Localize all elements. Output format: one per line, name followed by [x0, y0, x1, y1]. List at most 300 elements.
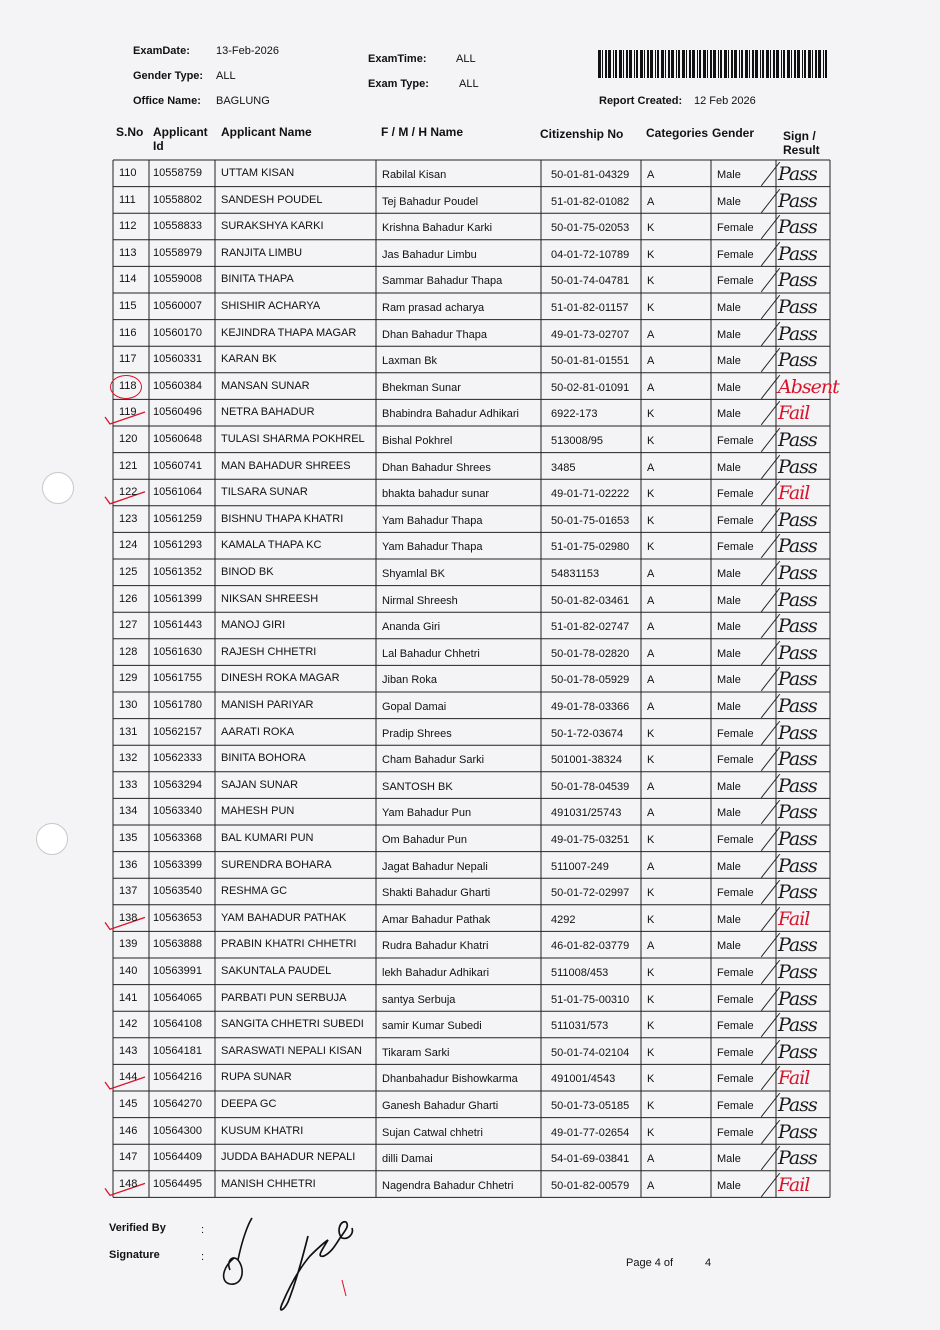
row-citizenship: 491001/4543 [551, 1073, 616, 1086]
row-sno: 136 [119, 858, 138, 871]
row-result: Pass [778, 695, 817, 717]
row-result: Pass [778, 721, 817, 744]
row-gender: Male [717, 1153, 741, 1166]
report-created-label: Report Created: [599, 95, 683, 107]
row-category: K [647, 488, 655, 501]
row-gender: Male [717, 594, 741, 607]
row-citizenship: 51-01-82-01082 [551, 195, 630, 208]
row-sno: 120 [119, 433, 138, 445]
row-category: K [647, 514, 655, 527]
row-category: K [647, 408, 655, 421]
row-gender: Female [717, 993, 754, 1006]
row-sno: 134 [119, 805, 138, 818]
row-result: Pass [778, 1147, 817, 1170]
row-applicant-id: 10560170 [153, 326, 202, 339]
row-category: A [647, 169, 655, 181]
row-result: Pass [778, 455, 817, 478]
row-category: K [647, 1100, 655, 1112]
row-sno: 112 [119, 220, 137, 233]
row-category: K [647, 967, 655, 979]
row-result: Pass [778, 242, 817, 265]
row-fmh-name: Shyamlal BK [382, 568, 445, 580]
row-applicant-name: KUSUM KHATRI [221, 1124, 304, 1137]
row-applicant-id: 10564065 [153, 991, 202, 1004]
row-result: Pass [778, 934, 817, 957]
row-applicant-name: BINITA THAPA [221, 273, 294, 286]
row-citizenship: 50-01-82-00579 [551, 1179, 630, 1192]
row-applicant-name: UTTAM KISAN [221, 167, 295, 179]
row-result: Pass [778, 961, 817, 983]
row-citizenship: 6922-173 [551, 408, 598, 421]
row-citizenship: 49-01-78-03366 [551, 701, 630, 713]
signature-label: Signature [109, 1249, 160, 1261]
row-applicant-id: 10563340 [153, 805, 202, 818]
row-applicant-id: 10564495 [153, 1177, 202, 1190]
row-sno: 128 [119, 645, 138, 658]
row-gender: Male [717, 461, 741, 474]
row-category: A [647, 195, 655, 208]
row-category: K [647, 1126, 655, 1139]
row-result: Pass [778, 1040, 817, 1063]
row-gender: Female [717, 727, 754, 740]
row-applicant-name: RUPA SUNAR [221, 1071, 292, 1084]
row-sno: 118 [119, 379, 137, 392]
row-category: K [647, 222, 655, 235]
row-citizenship: 50-02-81-01091 [551, 381, 630, 394]
row-sno: 115 [119, 300, 137, 312]
row-applicant-name: AARATI ROKA [221, 725, 295, 738]
row-applicant-id: 10559008 [153, 273, 202, 286]
row-applicant-id: 10560384 [153, 379, 202, 392]
row-fmh-name: Pradip Shrees [382, 727, 452, 740]
row-applicant-name: JUDDA BAHADUR NEPALI [221, 1151, 356, 1164]
row-applicant-name: KEJINDRA THAPA MAGAR [221, 326, 357, 339]
verified-by-label: Verified By [109, 1222, 166, 1234]
row-fmh-name: Yam Bahadur Thapa [382, 514, 483, 527]
row-sno: 124 [119, 539, 138, 552]
row-sno: 141 [119, 991, 138, 1004]
row-sno: 132 [119, 752, 138, 765]
row-applicant-name: MAHESH PUN [221, 805, 295, 818]
row-applicant-name: RAJESH CHHETRI [221, 645, 317, 658]
row-category: K [647, 1020, 655, 1033]
row-citizenship: 511007-249 [551, 860, 609, 873]
row-applicant-name: DINESH ROKA MAGAR [221, 672, 340, 685]
row-fmh-name: Jagat Bahadur Nepali [382, 860, 488, 873]
row-category: K [647, 275, 655, 288]
row-result: Pass [778, 801, 817, 824]
row-applicant-id: 10564108 [153, 1018, 202, 1031]
row-fmh-name: Yam Bahadur Thapa [382, 541, 483, 554]
row-category: A [647, 1153, 655, 1166]
row-citizenship: 04-01-72-10789 [551, 248, 630, 261]
exam-type-value: ALL [459, 78, 479, 90]
row-applicant-id: 10560496 [153, 406, 202, 419]
row-fmh-name: Laxman Bk [382, 355, 438, 368]
row-result: Pass [778, 562, 817, 584]
row-applicant-id: 10561780 [153, 699, 202, 711]
row-citizenship: 4292 [551, 913, 576, 926]
row-citizenship: 513008/95 [551, 435, 603, 447]
row-applicant-name: TILSARA SUNAR [221, 486, 308, 499]
row-citizenship: 50-01-74-04781 [551, 275, 630, 288]
row-sno: 147 [119, 1151, 138, 1164]
row-applicant-id: 10558979 [153, 246, 202, 259]
row-gender: Male [717, 195, 741, 208]
row-gender: Male [717, 621, 741, 634]
row-applicant-name: MAN BAHADUR SHREES [221, 459, 351, 472]
row-gender: Male [717, 647, 741, 660]
row-fmh-name: Dhan Bahadur Thapa [382, 328, 487, 341]
exam-date-label: ExamDate: [133, 45, 190, 57]
row-fmh-name: Rudra Bahadur Khatri [382, 940, 489, 953]
row-applicant-name: PRABIN KHATRI CHHETRI [221, 938, 357, 951]
row-citizenship: 51-01-75-00310 [551, 993, 630, 1006]
row-result: Pass [778, 774, 817, 797]
row-gender: Male [717, 381, 741, 394]
row-result: Fail [778, 907, 810, 930]
row-citizenship: 50-01-75-02053 [551, 222, 630, 235]
row-applicant-id: 10561352 [153, 566, 202, 578]
row-fmh-name: samir Kumar Subedi [382, 1020, 482, 1033]
row-gender: Male [717, 1179, 741, 1192]
col-header-fmh-name: F / M / H Name [381, 125, 464, 139]
row-result: Fail [778, 402, 810, 425]
row-applicant-name: SARASWATI NEPALI KISAN [221, 1044, 362, 1057]
row-fmh-name: Nagendra Bahadur Chhetri [382, 1179, 514, 1192]
row-category: A [647, 701, 655, 713]
row-citizenship: 50-01-72-02997 [551, 887, 630, 900]
row-citizenship: 49-01-75-03251 [551, 834, 630, 846]
row-fmh-name: Tikaram Sarki [382, 1046, 450, 1059]
row-fmh-name: Jas Bahadur Limbu [382, 248, 477, 261]
row-category: K [647, 754, 655, 767]
row-gender: Female [717, 887, 754, 900]
row-gender: Male [717, 328, 741, 341]
row-applicant-id: 10560007 [153, 300, 202, 312]
row-gender: Male [717, 674, 741, 687]
row-result: Pass [778, 296, 817, 318]
row-gender: Male [717, 860, 741, 873]
gender-type-label: Gender Type: [133, 70, 204, 82]
row-category: K [647, 913, 655, 926]
row-applicant-id: 10561259 [153, 512, 202, 525]
row-fmh-name: Nirmal Shreesh [382, 594, 458, 607]
row-citizenship: 49-01-73-02707 [551, 328, 630, 341]
row-fmh-name: dilli Damai [382, 1153, 433, 1166]
row-result: Absent [778, 375, 839, 398]
row-category: A [647, 381, 655, 394]
row-applicant-id: 10558833 [153, 220, 202, 233]
row-applicant-name: BINITA BOHORA [221, 752, 306, 765]
row-applicant-name: NIKSAN SHREESH [221, 592, 319, 605]
row-category: A [647, 621, 655, 634]
row-applicant-id: 10563399 [153, 858, 202, 871]
row-category: A [647, 328, 655, 341]
row-fmh-name: Ganesh Bahadur Gharti [382, 1100, 499, 1112]
row-fmh-name: Bhabindra Bahadur Adhikari [382, 408, 519, 421]
row-gender: Male [717, 355, 741, 368]
row-sno: 122 [119, 486, 138, 499]
row-result: Pass [778, 1094, 817, 1116]
row-fmh-name: Bhekman Sunar [382, 381, 461, 394]
row-applicant-id: 10564181 [153, 1044, 202, 1057]
row-applicant-id: 10563540 [153, 885, 202, 898]
row-applicant-id: 10558759 [153, 167, 202, 179]
row-result: Pass [778, 163, 817, 185]
row-gender: Female [717, 514, 754, 527]
row-citizenship: 511008/453 [551, 967, 609, 979]
row-category: A [647, 807, 655, 820]
row-fmh-name: bhakta bahadur sunar [382, 488, 490, 501]
row-sno: 130 [119, 699, 138, 711]
row-citizenship: 501001-38324 [551, 754, 622, 767]
row-result: Pass [778, 508, 817, 531]
row-sno: 145 [119, 1098, 138, 1110]
row-applicant-name: YAM BAHADUR PATHAK [221, 911, 347, 924]
row-sno: 114 [119, 273, 137, 286]
row-applicant-name: SANDESH POUDEL [221, 193, 323, 206]
row-gender: Female [717, 967, 754, 979]
signature-colon: : [201, 1251, 205, 1263]
row-applicant-id: 10564409 [153, 1151, 202, 1164]
row-result: Pass [778, 189, 817, 212]
row-sno: 117 [119, 353, 137, 366]
exam-time-value: ALL [456, 53, 476, 65]
row-sno: 133 [119, 778, 138, 791]
row-gender: Male [717, 408, 741, 421]
row-citizenship: 50-01-78-05929 [551, 674, 630, 687]
row-sno: 140 [119, 965, 138, 977]
row-applicant-name: MANSAN SUNAR [221, 379, 310, 392]
row-sno: 113 [119, 246, 137, 259]
row-fmh-name: Yam Bahadur Pun [382, 807, 472, 820]
row-sno: 139 [119, 938, 138, 951]
row-category: K [647, 727, 655, 740]
row-sno: 119 [119, 406, 137, 419]
row-applicant-name: BAL KUMARI PUN [221, 832, 314, 844]
row-sno: 121 [119, 459, 138, 472]
row-gender: Male [717, 780, 741, 793]
row-category: K [647, 887, 655, 900]
row-citizenship: 511031/573 [551, 1020, 609, 1033]
row-gender: Female [717, 248, 754, 261]
row-gender: Female [717, 435, 754, 447]
row-result: Fail [778, 1067, 810, 1090]
row-applicant-name: SHISHIR ACHARYA [221, 300, 321, 312]
row-category: A [647, 594, 655, 607]
row-applicant-id: 10563991 [153, 965, 202, 977]
row-result: Pass [778, 588, 817, 611]
row-applicant-name: RESHMA GC [221, 885, 288, 898]
row-gender: Female [717, 1046, 754, 1059]
row-applicant-id: 10563294 [153, 778, 202, 791]
row-gender: Female [717, 834, 754, 846]
exam-time-label: ExamTime: [368, 53, 427, 65]
row-result: Pass [778, 881, 817, 904]
row-fmh-name: SANTOSH BK [382, 780, 453, 793]
row-category: A [647, 355, 655, 368]
row-category: A [647, 860, 655, 873]
row-fmh-name: lekh Bahadur Adhikari [382, 967, 490, 979]
row-fmh-name: Jiban Roka [382, 674, 438, 687]
exam-date-value: 13-Feb-2026 [216, 45, 279, 57]
row-gender: Female [717, 541, 754, 554]
row-gender: Female [717, 488, 754, 501]
row-citizenship: 3485 [551, 461, 576, 474]
row-gender: Female [717, 1126, 754, 1139]
row-fmh-name: Rabilal Kisan [382, 169, 447, 181]
row-fmh-name: Bishal Pokhrel [382, 435, 453, 447]
row-category: K [647, 1046, 655, 1059]
row-sno: 137 [119, 885, 138, 898]
row-result: Pass [778, 1120, 817, 1143]
row-sno: 146 [119, 1124, 138, 1137]
row-applicant-name: MANISH PARIYAR [221, 699, 314, 711]
row-applicant-id: 10562157 [153, 725, 202, 738]
row-category: A [647, 940, 655, 953]
row-category: K [647, 248, 655, 261]
row-result: Pass [778, 429, 817, 451]
row-applicant-id: 10561755 [153, 672, 202, 685]
exam-type-label: Exam Type: [368, 78, 429, 90]
handwritten-signature [212, 1210, 372, 1320]
row-citizenship: 51-01-82-02747 [551, 621, 630, 634]
row-result: Fail [778, 1173, 810, 1196]
row-citizenship: 54-01-69-03841 [551, 1153, 630, 1166]
row-sno: 131 [119, 725, 138, 738]
row-applicant-id: 10561064 [153, 486, 202, 499]
row-sno: 135 [119, 832, 138, 844]
row-category: K [647, 834, 655, 846]
row-result: Pass [778, 641, 817, 664]
verified-by-colon: : [201, 1224, 205, 1236]
col-header-sign-result: Sign / Result [783, 129, 820, 157]
row-applicant-name: BINOD BK [221, 566, 274, 578]
row-gender: Male [717, 913, 741, 926]
row-sno: 110 [119, 167, 137, 179]
row-category: K [647, 993, 655, 1006]
row-category: A [647, 1179, 655, 1192]
row-sno: 127 [119, 619, 138, 632]
row-sno: 125 [119, 566, 138, 578]
row-category: K [647, 435, 655, 447]
row-gender: Female [717, 754, 754, 767]
row-fmh-name: Tej Bahadur Poudel [382, 195, 479, 208]
row-fmh-name: Sammar Bahadur Thapa [382, 275, 503, 288]
row-applicant-id: 10561293 [153, 539, 202, 552]
row-gender: Female [717, 1073, 754, 1086]
row-category: K [647, 1073, 655, 1086]
row-applicant-name: MANOJ GIRI [221, 619, 286, 632]
row-sno: 116 [119, 326, 137, 339]
row-citizenship: 50-01-81-01551 [551, 355, 630, 368]
row-gender: Female [717, 222, 754, 235]
row-result: Pass [778, 349, 817, 372]
row-gender: Male [717, 568, 741, 580]
office-name-label: Office Name: [133, 95, 201, 107]
col-header-sno: S.No [116, 125, 144, 139]
row-applicant-name: SANGITA CHHETRI SUBEDI [221, 1018, 364, 1031]
row-citizenship: 50-01-75-01653 [551, 514, 630, 527]
gender-type-value: ALL [216, 70, 236, 82]
row-sno: 123 [119, 512, 138, 525]
row-fmh-name: Krishna Bahadur Karki [382, 222, 493, 235]
row-citizenship: 49-01-77-02654 [551, 1126, 630, 1139]
row-gender: Female [717, 275, 754, 288]
row-applicant-name: DEEPA GC [221, 1098, 277, 1110]
row-citizenship: 54831153 [551, 568, 600, 580]
row-sno: 126 [119, 592, 138, 605]
row-category: K [647, 302, 655, 314]
row-applicant-name: NETRA BAHADUR [221, 406, 315, 419]
row-applicant-id: 10563653 [153, 911, 202, 924]
row-gender: Male [717, 940, 741, 953]
row-applicant-name: KARAN BK [221, 353, 277, 366]
col-header-citizenship: Citizenship No [540, 127, 624, 141]
row-gender: Male [717, 169, 741, 181]
row-citizenship: 50-01-74-02104 [551, 1046, 630, 1059]
row-category: A [647, 568, 655, 580]
row-fmh-name: Lal Bahadur Chhetri [382, 647, 480, 660]
page-number-label: Page 4 of [626, 1257, 674, 1269]
row-citizenship: 491031/25743 [551, 807, 622, 820]
row-fmh-name: Gopal Damai [382, 701, 447, 713]
row-applicant-name: SAJAN SUNAR [221, 778, 299, 791]
row-sno: 148 [119, 1177, 138, 1190]
row-category: A [647, 674, 655, 687]
row-citizenship: 50-1-72-03674 [551, 727, 624, 740]
row-result: Fail [778, 482, 810, 505]
report-created-value: 12 Feb 2026 [694, 95, 756, 107]
row-applicant-id: 10564216 [153, 1071, 202, 1084]
col-header-applicant-name: Applicant Name [221, 125, 312, 139]
office-name-value: BAGLUNG [216, 95, 270, 107]
row-applicant-name: SAKUNTALA PAUDEL [221, 965, 332, 977]
row-citizenship: 50-01-82-03461 [551, 594, 630, 607]
row-category: A [647, 647, 655, 660]
row-fmh-name: Shakti Bahadur Gharti [382, 887, 491, 900]
row-result: Pass [778, 748, 817, 771]
row-applicant-name: SURENDRA BOHARA [221, 858, 332, 871]
row-citizenship: 50-01-73-05185 [551, 1100, 630, 1112]
row-result: Pass [778, 322, 817, 345]
row-applicant-id: 10564300 [153, 1124, 202, 1137]
row-sno: 111 [119, 193, 136, 206]
row-applicant-id: 10563368 [153, 832, 202, 844]
row-applicant-id: 10560648 [153, 433, 202, 445]
sno-circle-mark [110, 375, 142, 399]
row-applicant-id: 10562333 [153, 752, 202, 765]
row-fmh-name: Dhanbahadur Bishowkarma [382, 1073, 518, 1086]
row-category: A [647, 780, 655, 793]
row-citizenship: 51-01-82-01157 [551, 302, 629, 314]
row-applicant-id: 10558802 [153, 193, 202, 206]
row-gender: Male [717, 302, 741, 314]
row-citizenship: 51-01-75-02980 [551, 541, 630, 554]
row-fmh-name: Cham Bahadur Sarki [382, 754, 485, 767]
row-result: Pass [778, 615, 817, 638]
row-fmh-name: Dhan Bahadur Shrees [382, 461, 491, 474]
row-applicant-name: PARBATI PUN SERBUJA [221, 991, 347, 1004]
row-sno: 138 [119, 911, 138, 924]
row-result: Pass [778, 828, 817, 850]
row-applicant-id: 10561399 [153, 592, 202, 605]
row-gender: Female [717, 1100, 754, 1112]
row-result: Pass [778, 269, 817, 292]
row-sno: 144 [119, 1071, 138, 1084]
row-fmh-name: Amar Bahadur Pathak [382, 913, 491, 926]
